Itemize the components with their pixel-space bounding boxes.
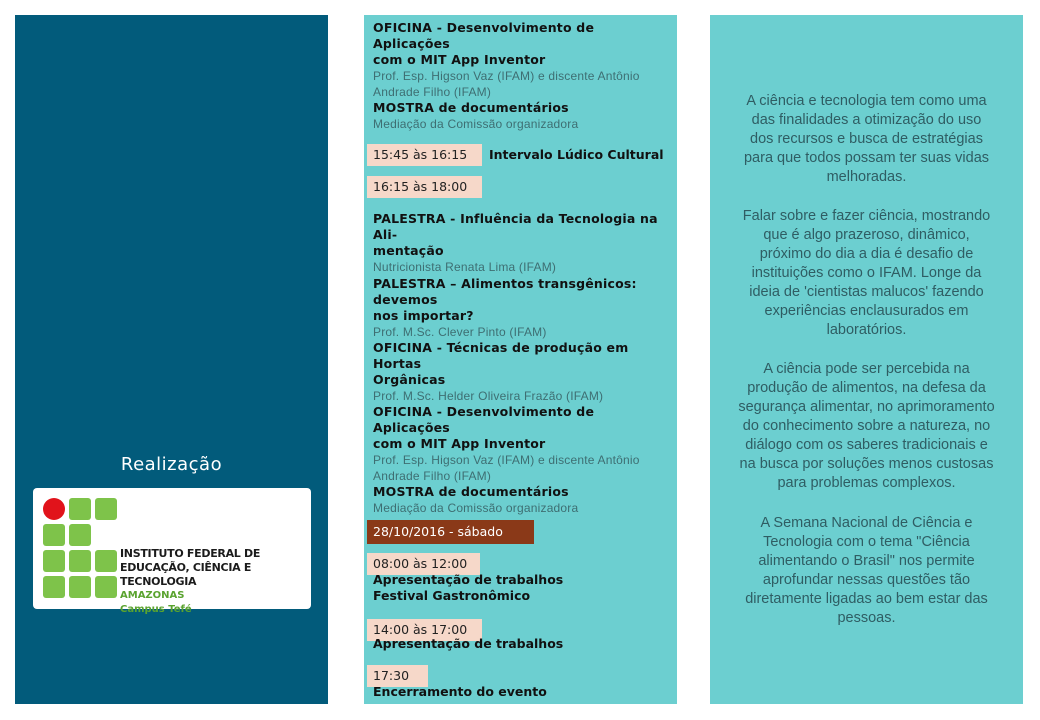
event-title: OFICINA - Desenvolvimento de Aplicações: [373, 404, 595, 435]
event-speaker: Mediação da Comissão organizadora: [373, 501, 579, 515]
logo-square: [69, 524, 91, 546]
event-mostra-2: [373, 484, 663, 516]
event-oficina-hortas: [373, 340, 663, 404]
event-oficina-app-1: [373, 20, 663, 100]
text-line: experiências enclausurados em: [764, 303, 969, 319]
event-title: PALESTRA – Alimentos transgênicos: devemos: [373, 276, 637, 307]
event-speaker: Prof. M.Sc. Clever Pinto (IFAM): [373, 325, 547, 339]
realizacao-heading: Realização: [120, 454, 223, 475]
text-line: do conhecimento sobre a natureza, no: [742, 418, 991, 434]
text-line: Falar sobre e fazer ciência, mostrando: [742, 208, 991, 224]
event-title: OFICINA - Desenvolvimento de Aplicações: [373, 20, 595, 51]
logo-square: [69, 550, 91, 572]
logo-square: [69, 576, 91, 598]
event-title: Intervalo Lúdico Cultural: [489, 147, 664, 162]
paragraph-1: [722, 92, 1011, 187]
text-line: diálogo com os saberes tradicionais e: [745, 437, 988, 453]
day-header: 28/10/2016 - sábado: [367, 520, 534, 544]
text-line: instituições como o IFAM. Longe da: [751, 265, 982, 281]
event-title: Orgânicas: [373, 372, 446, 387]
event-title: Encerramento do evento: [373, 684, 547, 699]
logo-square: [95, 576, 117, 598]
text-line: melhoradas.: [826, 169, 907, 185]
text-line: pessoas.: [837, 610, 896, 626]
logo-line2: EDUCAÇÃO, CIÊNCIA E TECNOLOGIA: [120, 561, 252, 588]
event-title: MOSTRA de documentários: [373, 100, 569, 115]
intro-panel: [710, 15, 1023, 704]
event-palestra-tecnologia: [373, 211, 663, 275]
paragraph-2: [722, 207, 1011, 340]
event-mostra-1: [373, 100, 663, 132]
event-title: Apresentação de trabalhos: [373, 636, 564, 651]
event-title: PALESTRA - Influência da Tecnologia na Ali-: [373, 211, 658, 242]
event-title: mentação: [373, 243, 444, 258]
text-line: alimentando o Brasil" nos permite: [758, 553, 975, 569]
event-title: nos importar?: [373, 308, 474, 323]
logo-square: [69, 498, 91, 520]
logo-red-dot: [43, 498, 65, 520]
event-speaker: Prof. Esp. Higson Vaz (IFAM) e discente Antônio: [373, 69, 640, 83]
text-line: dos recursos e busca de estratégias: [750, 131, 983, 147]
text-line: ideia de 'cientistas malucos' fazendo: [749, 284, 984, 300]
logo-square: [95, 550, 117, 572]
event-oficina-app-2: [373, 404, 663, 484]
event-speaker: Mediação da Comissão organizadora: [373, 117, 579, 131]
event-palestra-transgenicos: [373, 276, 663, 340]
text-line: para que todos possam ter suas vidas: [743, 150, 990, 166]
text-line: laboratórios.: [826, 322, 907, 338]
time-box: 16:15 às 18:00: [367, 176, 482, 198]
logo-line3: AMAZONAS: [120, 590, 185, 601]
text-line: para problemas complexos.: [777, 475, 956, 491]
schedule-panel: [364, 15, 677, 704]
event-title: com o MIT App Inventor: [373, 52, 546, 67]
event-speaker: Andrade Filho (IFAM): [373, 469, 492, 483]
text-line: produção de alimentos, na defesa da: [747, 380, 986, 396]
time-box: 15:45 às 16:15: [367, 144, 482, 166]
time-box: 17:30: [367, 665, 428, 687]
logo-text: [120, 547, 311, 617]
text-line: A ciência pode ser percebida na: [763, 361, 970, 377]
text-line: que é algo prazeroso, dinâmico,: [763, 227, 970, 243]
event-speaker: Prof. M.Sc. Helder Oliveira Frazão (IFAM): [373, 389, 604, 403]
text-line: A Semana Nacional de Ciência e: [760, 515, 973, 531]
text-line: segurança alimentar, no aprimoramento: [738, 399, 995, 415]
time-box: 08:00 às 12:00: [367, 553, 480, 575]
event-speaker: Prof. Esp. Higson Vaz (IFAM) e discente Antônio: [373, 453, 640, 467]
text-line: diretamente ligadas ao bem estar das: [745, 591, 988, 607]
paragraph-4: [722, 514, 1011, 628]
logo-line4: Campus Tefé: [120, 604, 192, 615]
ifam-logo: [33, 488, 311, 615]
logo-square: [43, 576, 65, 598]
event-title: OFICINA - Técnicas de produção em Hortas: [373, 340, 629, 371]
logo-square: [43, 550, 65, 572]
logo-square: [43, 524, 65, 546]
text-line: das finalidades a otimização do uso: [751, 112, 982, 128]
text-line: A ciência e tecnologia tem como uma: [746, 93, 987, 109]
time-box: 14:00 às 17:00: [367, 619, 482, 641]
event-title: Apresentação de trabalhos: [373, 572, 564, 587]
text-line: próximo do dia a dia é desafio de: [759, 246, 974, 262]
event-title: Festival Gastronômico: [373, 588, 531, 603]
event-speaker: Andrade Filho (IFAM): [373, 85, 492, 99]
paragraph-3: [722, 360, 1011, 493]
logo-square: [95, 498, 117, 520]
text-line: Tecnologia com o tema "Ciência: [763, 534, 970, 550]
event-speaker: Nutricionista Renata Lima (IFAM): [373, 260, 557, 274]
event-title: MOSTRA de documentários: [373, 484, 569, 499]
event-title: com o MIT App Inventor: [373, 436, 546, 451]
logo-line1: INSTITUTO FEDERAL DE: [120, 547, 261, 560]
text-line: na busca por soluções menos custosas: [739, 456, 994, 472]
left-panel: [15, 15, 328, 704]
text-line: aprofundar nessas questões tão: [762, 572, 971, 588]
